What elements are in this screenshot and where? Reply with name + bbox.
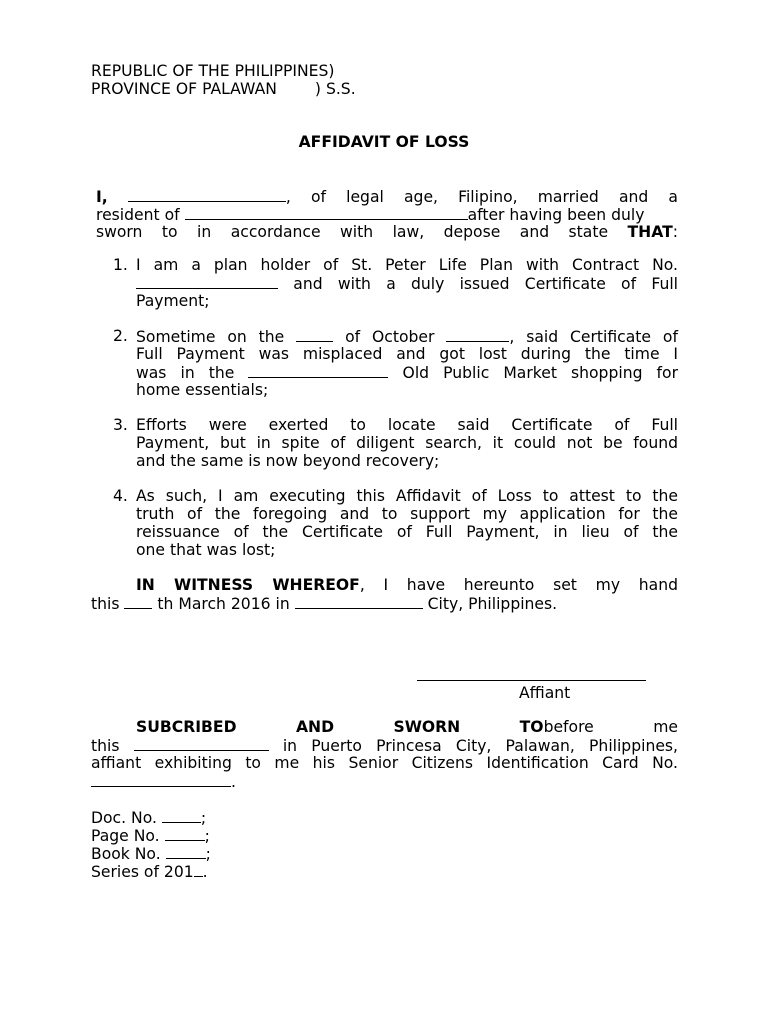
- contract-number-blank: [136, 274, 278, 289]
- id-card-number-blank: [91, 772, 231, 787]
- intro-line-3: sworn to in accordance with law, depose and state THAT:: [96, 223, 678, 241]
- day-blank: [296, 327, 333, 342]
- that-word: THAT: [627, 223, 673, 241]
- signature-line: [417, 680, 646, 681]
- intro-i: I,: [96, 188, 108, 206]
- witness-heading: IN WITNESS WHEREOF: [136, 576, 360, 594]
- item-4-line-1: As such, I am executing this Affidavit of Loss to attest to the: [136, 487, 678, 505]
- page-number-blank: [165, 826, 205, 841]
- document-title: AFFIDAVIT OF LOSS: [298, 133, 470, 151]
- item-1-line-1: I am a plan holder of St. Peter Life Plan with Contract No.: [136, 256, 678, 274]
- series-year-blank: [194, 862, 203, 877]
- item-4-line-3: reissuance of the Certificate of Full Payment, in lieu of the: [136, 523, 678, 541]
- witness-line-1: IN WITNESS WHEREOF, I have hereunto set my hand: [136, 576, 678, 594]
- item-1-line-3: Payment;: [136, 292, 210, 310]
- book-number-line: Book No. ;: [91, 845, 211, 863]
- market-location-blank: [248, 363, 388, 378]
- item-4-line-4: one that was lost;: [136, 541, 276, 559]
- doc-number-line: Doc. No. ;: [91, 809, 207, 827]
- book-number-blank: [166, 844, 206, 859]
- item-2-number: 2.: [113, 327, 128, 345]
- jurat-line-4: .: [91, 772, 236, 791]
- item-4-line-2: truth of the foregoing and to support my application for the: [136, 505, 678, 523]
- doc-number-blank: [162, 808, 201, 823]
- item-2-line-2: Full Payment was misplaced and got lost during the time I: [136, 345, 678, 363]
- item-2-line-4: home essentials;: [136, 381, 269, 399]
- item-1-line-2: and with a duly issued Certificate of Full: [136, 274, 678, 293]
- intro-line-2-text: after having been duly: [467, 206, 645, 224]
- intro-line-1-text: , of legal age, Filipino, married and a: [285, 188, 678, 206]
- jurisdiction-line-1: REPUBLIC OF THE PHILIPPINES): [91, 62, 335, 80]
- resident-label: resident of: [96, 206, 180, 224]
- item-3-line-2: Payment, but in spite of diligent search, it could not be found: [136, 434, 678, 452]
- page-number-line: Page No. ;: [91, 827, 210, 845]
- item-1-number: 1.: [113, 256, 128, 274]
- witness-city-blank: [295, 594, 423, 609]
- residence-blank: [185, 205, 468, 220]
- item-4-number: 4.: [113, 487, 128, 505]
- intro-line-2: [96, 205, 678, 224]
- ss-text: ) S.S.: [314, 80, 356, 98]
- item-2-line-1: Sometime on the of October , said Certificate of: [136, 328, 678, 346]
- jurat-line-1: SUBCRIBED AND SWORN TObefore me: [136, 718, 678, 736]
- year-blank: [446, 327, 509, 342]
- witness-day-blank: [124, 594, 152, 609]
- affiant-name-blank: [128, 187, 286, 202]
- witness-line-2: this th March 2016 in City, Philippines.: [91, 595, 558, 613]
- affiant-label: Affiant: [519, 684, 571, 702]
- item-3-line-1: Efforts were exerted to locate said Certificate of Full: [136, 416, 678, 434]
- intro-line-1: [96, 187, 678, 206]
- series-line: Series of 201 .: [91, 863, 208, 881]
- item-3-number: 3.: [113, 416, 128, 434]
- jurat-line-2: this in Puerto Princesa City, Palawan, Philippines,: [91, 737, 678, 755]
- jurat-date-blank: [134, 736, 269, 751]
- item-2-line-3: was in the Old Public Market shopping for: [136, 364, 678, 382]
- province-text: PROVINCE OF PALAWAN: [91, 80, 277, 98]
- jurisdiction-line-2: [91, 80, 356, 98]
- jurat-line-3: affiant exhibiting to me his Senior Citizens Identification Card No.: [91, 754, 678, 772]
- intro-line-3-text: sworn to in accordance with law, depose and state: [96, 223, 609, 241]
- item-3-line-3: and the same is now beyond recovery;: [136, 452, 440, 470]
